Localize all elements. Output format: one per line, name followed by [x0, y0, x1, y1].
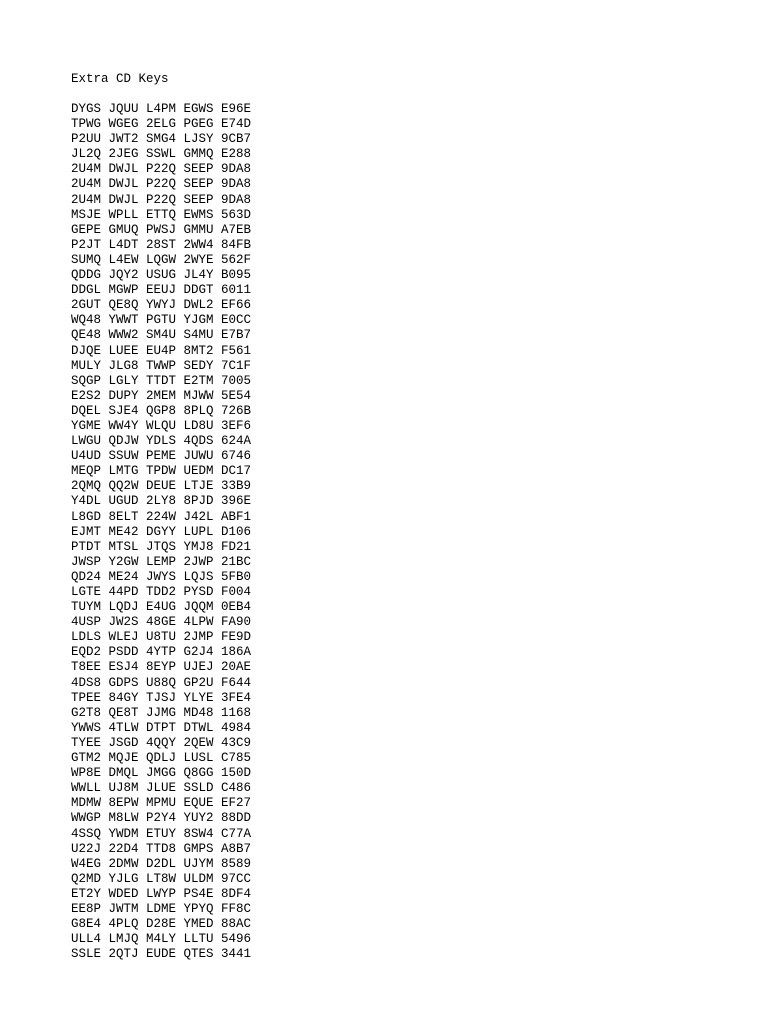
cd-key-row: T8EE ESJ4 8EYP UJEJ 20AE — [71, 660, 252, 675]
cd-key-list — [71, 102, 251, 962]
cd-key-row: EJMT ME42 DGYY LUPL D106 — [71, 524, 252, 539]
cd-key-row: G8E4 4PLQ D28E YMED 88AC — [71, 917, 252, 932]
cd-key-row: L8GD 8ELT 224W J42L ABF1 — [71, 509, 252, 524]
cd-key-row: WP8E DMQL JMGG Q8GG 150D — [71, 766, 252, 781]
cd-key-row: LGTE 44PD TDD2 PYSD F004 — [71, 585, 252, 599]
cd-key-row: Y4DL UGUD 2LY8 8PJD 396E — [71, 494, 252, 509]
cd-key-row: MEQP LMTG TPDW UEDM DC17 — [71, 464, 252, 479]
cd-key-row: MULY JLG8 TWWP SEDY 7C1F — [71, 358, 252, 373]
cd-key-row: GEPE GMUQ PWSJ GMMU A7EB — [71, 222, 252, 237]
cd-key-row: 2QMQ QQ2W DEUE LTJE 33B9 — [71, 479, 252, 494]
cd-key-row: TPWG WGEG 2ELG PGEG E74D — [71, 117, 252, 132]
cd-key-row: MDMW 8EPW MPMU EQUE EF27 — [71, 796, 252, 811]
cd-key-row: LWGU QDJW YDLS 4QDS 624A — [71, 434, 252, 449]
cd-key-row: QDDG JQY2 USUG JL4Y B095 — [71, 268, 252, 283]
cd-key-row: 2U4M DWJL P22Q SEEP 9DA8 — [71, 177, 252, 192]
cd-key-row: ET2Y WDED LWYP PS4E 8DF4 — [71, 886, 252, 901]
cd-key-row: QD24 ME24 JWYS LQJS 5FB0 — [71, 569, 252, 584]
cd-key-row: YWWS 4TLW DTPT DTWL 4984 — [71, 720, 252, 735]
cd-key-row: LDLS WLEJ U8TU 2JMP FE9D — [71, 630, 252, 645]
cd-key-row: GTM2 MQJE QDLJ LUSL C785 — [71, 751, 252, 766]
cd-key-row: TUYM LQDJ E4UG JQQM 0EB4 — [71, 600, 252, 615]
document-page — [71, 72, 251, 962]
cd-key-row: SQGP LGLY TTDT E2TM 7005 — [71, 373, 252, 388]
cd-key-row: P2JT L4DT 28ST 2WW4 84FB — [71, 237, 252, 252]
cd-key-row: TYEE JSGD 4QQY 2QEW 43C9 — [71, 735, 252, 750]
cd-key-row: EQD2 PSDD 4YTP G2J4 186A — [71, 645, 252, 660]
cd-key-row: G2T8 QE8T JJMG MD48 1168 — [71, 705, 252, 720]
cd-key-row: DDGL MGWP EEUJ DDGT 6011 — [71, 283, 252, 298]
cd-key-row: Q2MD YJLG LT8W ULDM 97CC — [71, 871, 252, 886]
cd-key-row: DYGS JQUU L4PM EGWS E96E — [71, 102, 252, 116]
cd-key-row: U22J 22D4 TTD8 GMPS A8B7 — [71, 841, 252, 856]
cd-key-row: SSLE 2QTJ EUDE QTES 3441 — [71, 947, 252, 962]
cd-key-row: 2U4M DWJL P22Q SEEP 9DA8 — [71, 192, 252, 207]
cd-key-row: WWGP M8LW P2Y4 YUY2 88DD — [71, 811, 252, 826]
cd-key-row: YGME WW4Y WLQU LD8U 3EF6 — [71, 418, 252, 433]
cd-key-row: PTDT MTSL JTQS YMJ8 FD21 — [71, 539, 252, 554]
cd-key-row: QE48 WWW2 SM4U S4MU E7B7 — [71, 328, 252, 343]
cd-key-row: E2S2 DUPY 2MEM MJWW 5E54 — [71, 388, 252, 403]
cd-key-row: JWSP Y2GW LEMP 2JWP 21BC — [71, 554, 252, 569]
cd-key-row: EE8P JWTM LDME YPYQ FF8C — [71, 901, 252, 916]
cd-key-row: WQ48 YWWT PGTU YJGM E0CC — [71, 313, 252, 328]
cd-key-row: WWLL UJ8M JLUE SSLD C486 — [71, 781, 252, 796]
cd-key-row: W4EG 2DMW D2DL UJYM 8589 — [71, 856, 252, 871]
cd-key-row: MSJE WPLL ETTQ EWMS 563D — [71, 207, 252, 222]
cd-key-row: SUMQ L4EW LQGW 2WYE 562F — [71, 252, 252, 267]
cd-key-row: TPEE 84GY TJSJ YLYE 3FE4 — [71, 690, 252, 705]
cd-key-row: ULL4 LMJQ M4LY LLTU 5496 — [71, 932, 252, 947]
cd-key-row: P2UU JWT2 SMG4 LJSY 9CB7 — [71, 132, 252, 147]
cd-key-row: 2U4M DWJL P22Q SEEP 9DA8 — [71, 162, 252, 177]
cd-key-row: DQEL SJE4 QGP8 8PLQ 726B — [71, 403, 252, 418]
cd-key-row: JL2Q 2JEG SSWL GMMQ E288 — [71, 147, 252, 162]
document-title: Extra CD Keys — [71, 72, 169, 86]
cd-key-row: 4DS8 GDPS U88Q GP2U F644 — [71, 675, 252, 690]
cd-key-row: DJQE LUEE EU4P 8MT2 F561 — [71, 343, 252, 358]
cd-key-row: 2GUT QE8Q YWYJ DWL2 EF66 — [71, 298, 252, 313]
cd-key-row: 4SSQ YWDM ETUY 8SW4 C77A — [71, 826, 252, 841]
cd-key-row: 4USP JW2S 48GE 4LPW FA90 — [71, 615, 252, 630]
cd-key-row: U4UD SSUW PEME JUWU 6746 — [71, 449, 252, 464]
